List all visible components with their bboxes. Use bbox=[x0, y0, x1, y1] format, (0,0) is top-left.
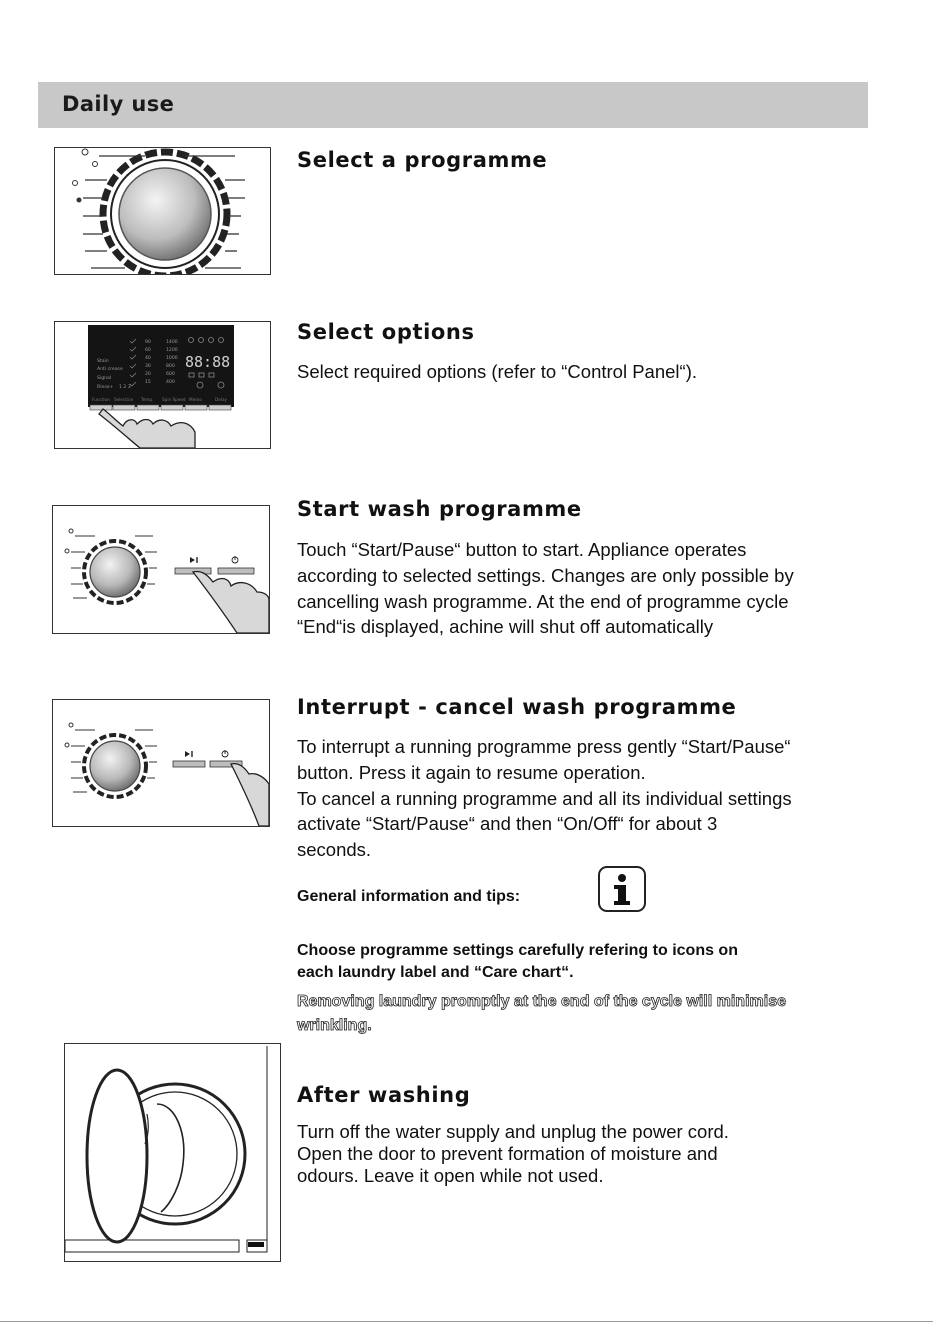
interrupt-text-line: button. Press it again to resume operation. bbox=[297, 762, 646, 783]
panel-button-label: Delay bbox=[215, 397, 228, 402]
temp-label: 40 bbox=[145, 356, 151, 361]
panel-button-label: Selection bbox=[114, 397, 134, 402]
programme-dial-icon bbox=[55, 148, 270, 274]
speed-label: 1200 bbox=[166, 348, 178, 353]
speed-label: 400 bbox=[166, 380, 175, 385]
tips-line: each laundry label and “Care chart“. bbox=[297, 964, 574, 981]
select-options-text: Select required options (refer to “Control Panel“). bbox=[297, 361, 697, 382]
washer-door-open-icon bbox=[65, 1044, 279, 1260]
select-options-heading: Select options bbox=[297, 320, 475, 344]
tips-outline-line: wrinkling. bbox=[297, 1017, 372, 1034]
temp-label: 15 bbox=[145, 380, 151, 385]
options-panel-figure bbox=[54, 321, 271, 449]
panel-button-label: Function bbox=[92, 397, 110, 402]
after-washing-text-line: Open the door to prevent formation of moisture and bbox=[297, 1143, 718, 1164]
option-label: Stain bbox=[97, 359, 109, 364]
play-pause-icon bbox=[185, 751, 190, 757]
play-pause-icon bbox=[190, 557, 195, 563]
page-bottom-rule bbox=[0, 1321, 933, 1322]
on-off-button-figure bbox=[52, 699, 270, 827]
tips-heading: General information and tips: bbox=[297, 888, 521, 905]
after-washing-heading: After washing bbox=[297, 1083, 471, 1107]
speed-label: 1400 bbox=[166, 340, 178, 345]
panel-button-label: Temp. bbox=[141, 397, 154, 402]
option-label: Rinse+ bbox=[97, 385, 114, 390]
start-pause-press-icon bbox=[53, 506, 269, 633]
interrupt-text-line: seconds. bbox=[297, 839, 372, 860]
info-icon bbox=[598, 866, 646, 912]
start-button-figure bbox=[52, 505, 270, 634]
option-label: 1 2 3 bbox=[119, 385, 131, 390]
page-title: Daily use bbox=[62, 92, 175, 116]
on-off-press-icon bbox=[53, 700, 269, 826]
option-label: Signal bbox=[97, 376, 112, 381]
panel-button-label: Spin Speed bbox=[162, 397, 186, 402]
start-wash-text-line: according to selected settings. Changes are only possible by bbox=[297, 565, 794, 586]
interrupt-text-line: To interrupt a running programme press gently “Start/Pause“ bbox=[297, 736, 791, 757]
option-label: Anti crease bbox=[97, 367, 123, 372]
start-wash-text-line: Touch “Start/Pause“ button to start. Appliance operates bbox=[297, 539, 747, 560]
temp-label: 30 bbox=[145, 364, 151, 369]
start-wash-heading: Start wash programme bbox=[297, 497, 582, 521]
speed-label: 800 bbox=[166, 364, 175, 369]
speed-label: 600 bbox=[166, 372, 175, 377]
interrupt-text-line: To cancel a running programme and all its individual settings bbox=[297, 788, 792, 809]
tips-outline-line: Removing laundry promptly at the end of the cycle will minimise bbox=[297, 993, 786, 1010]
temp-label: 60 bbox=[145, 348, 151, 353]
tips-line: Choose programme settings carefully refering to icons on bbox=[297, 942, 738, 959]
panel-button-label: Memo bbox=[189, 397, 202, 402]
programme-dial-figure bbox=[54, 147, 271, 275]
start-wash-text-line: cancelling wash programme. At the end of programme cycle bbox=[297, 591, 789, 612]
temp-label: 90 bbox=[145, 340, 151, 345]
open-door-figure bbox=[64, 1043, 281, 1262]
select-programme-heading: Select a programme bbox=[297, 148, 548, 172]
hand-pointer-icon bbox=[193, 571, 269, 633]
section-header-band bbox=[38, 82, 868, 128]
after-washing-text-line: odours. Leave it open while not used. bbox=[297, 1165, 604, 1186]
interrupt-heading: Interrupt - cancel wash programme bbox=[297, 695, 737, 719]
hand-pointer-icon bbox=[231, 764, 269, 826]
control-panel-icon bbox=[55, 322, 270, 448]
hand-pointer-icon bbox=[99, 409, 195, 448]
speed-label: 1000 bbox=[166, 356, 178, 361]
display-digits: 88:88 bbox=[185, 353, 231, 371]
start-wash-text-line: “End“is displayed, achine will shut off automatically bbox=[297, 616, 714, 637]
temp-label: 20 bbox=[145, 372, 151, 377]
interrupt-text-line: activate “Start/Pause“ and then “On/Off“ for about 3 bbox=[297, 813, 718, 834]
after-washing-text-line: Turn off the water supply and unplug the power cord. bbox=[297, 1121, 729, 1142]
